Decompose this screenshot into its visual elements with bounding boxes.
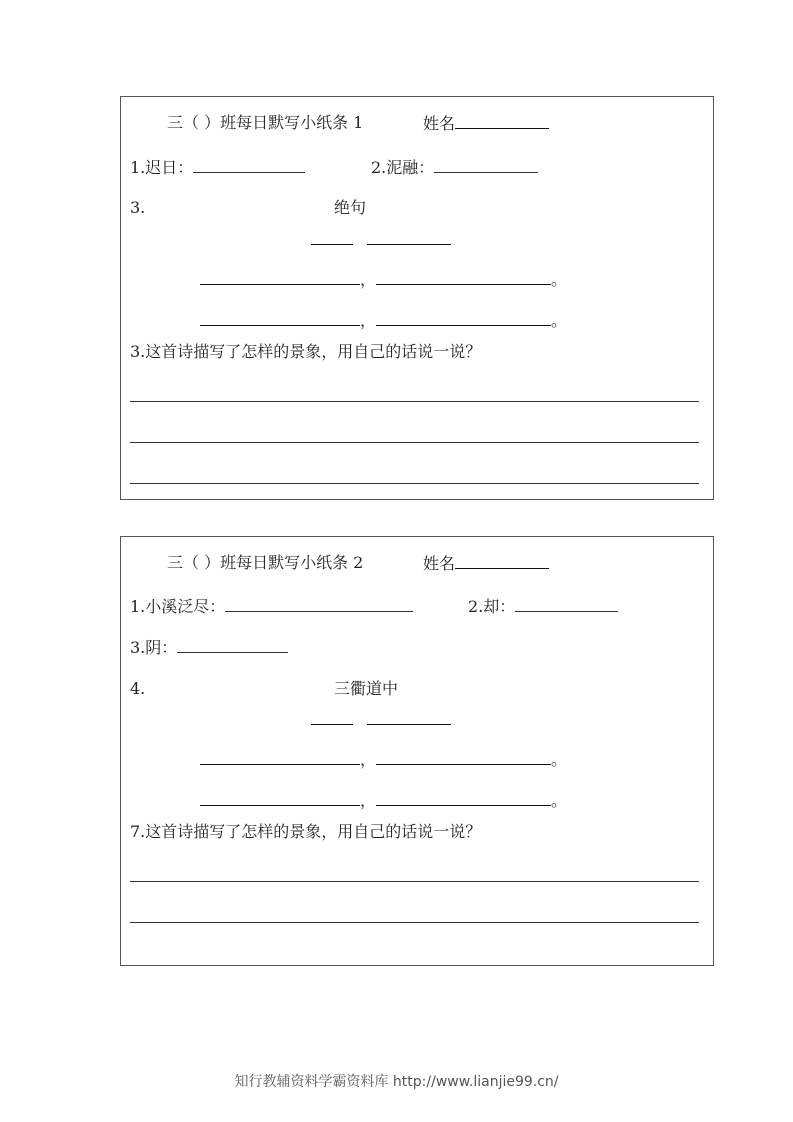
poem-line-2: ， 。 xyxy=(200,790,567,811)
verse-blank[interactable] xyxy=(200,749,360,765)
slip-title: 三（ ）班每日默写小纸条 2 xyxy=(167,553,364,572)
footer-source: 知行教辅资料学霸资料库 http://www.lianjie99.cn/ xyxy=(234,1074,559,1090)
answer-line[interactable] xyxy=(130,401,699,402)
answer-line[interactable] xyxy=(130,483,699,484)
name-blank[interactable] xyxy=(455,113,549,129)
poem-line-1: ， 。 xyxy=(200,749,567,770)
answer-blank[interactable] xyxy=(434,157,538,173)
answer-line[interactable] xyxy=(130,442,699,443)
open-question: 3.这首诗描写了怎样的景象，用自己的话说一说？ xyxy=(130,342,482,361)
question-1: 1.迟日： xyxy=(130,157,305,178)
verse-blank[interactable] xyxy=(376,790,551,806)
verse-blank[interactable] xyxy=(376,269,551,285)
question-2: 2.却： xyxy=(468,596,618,617)
answer-line[interactable] xyxy=(130,922,699,923)
dynasty-blank[interactable] xyxy=(311,244,353,245)
open-question: 7.这首诗描写了怎样的景象，用自己的话说一说？ xyxy=(130,822,482,841)
verse-blank[interactable] xyxy=(200,310,360,326)
answer-blank[interactable] xyxy=(225,596,413,612)
question-3-number: 3. xyxy=(130,198,146,217)
verse-blank[interactable] xyxy=(376,310,551,326)
question-3: 3.阴： xyxy=(130,637,288,658)
dictation-slip-1 xyxy=(120,96,714,500)
answer-blank[interactable] xyxy=(193,157,305,173)
author-blank[interactable] xyxy=(367,724,451,725)
dynasty-blank[interactable] xyxy=(311,724,353,725)
slip-title: 三（ ）班每日默写小纸条 1 xyxy=(167,113,364,132)
dictation-slip-2 xyxy=(120,536,714,966)
answer-line[interactable] xyxy=(130,881,699,882)
question-2: 2.泥融： xyxy=(371,157,538,178)
poem-line-1: ， 。 xyxy=(200,269,567,290)
verse-blank[interactable] xyxy=(200,790,360,806)
verse-blank[interactable] xyxy=(200,269,360,285)
name-blank[interactable] xyxy=(455,553,549,569)
poem-title: 三衢道中 xyxy=(334,679,399,698)
question-4-number: 4. xyxy=(130,679,146,698)
poem-line-2: ， 。 xyxy=(200,310,567,331)
answer-blank[interactable] xyxy=(515,596,618,612)
verse-blank[interactable] xyxy=(376,749,551,765)
poem-title: 绝句 xyxy=(334,198,367,217)
author-blank[interactable] xyxy=(367,244,451,245)
question-1: 1.小溪泛尽： xyxy=(130,596,413,617)
answer-blank[interactable] xyxy=(177,637,288,653)
name-field: 姓名 xyxy=(423,113,549,134)
name-field: 姓名 xyxy=(423,553,549,574)
